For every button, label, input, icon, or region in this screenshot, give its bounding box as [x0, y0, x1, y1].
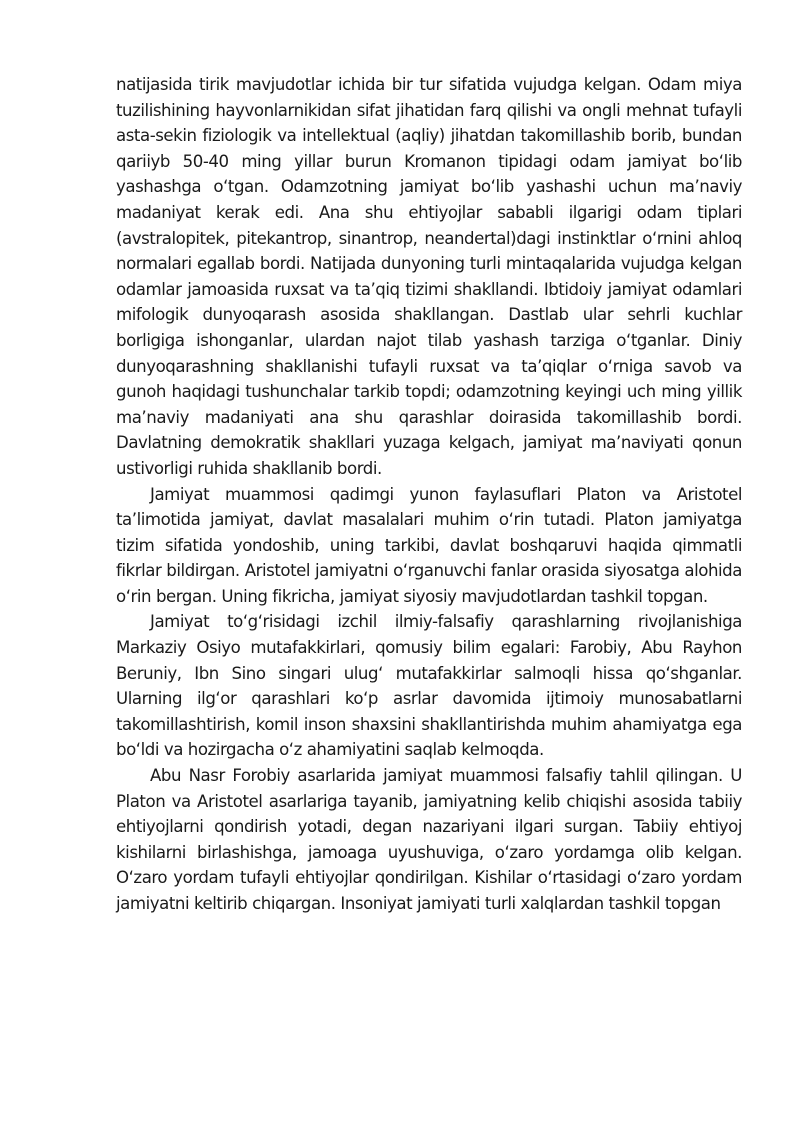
paragraph-1: natijasida tirik mavjudotlar ichida bir tur sifatida vujudga kelgan. Odam miya tuzilishining hayvonlarnikidan sifat jihatidan farq qilishi va ongli mehnat tufayli asta-sekin fiziologik va intellektual (aqliy) jihatdan takomillashib borib, bundan qariiyb 50-40 ming yillar burun Kromanon tipidagi odam jamiyat bo‘lib yashashga o‘tgan. Odamzotning jamiyat bo‘lib yashashi uchun ma’naviy madaniyat kerak edi. Ana shu ehtiyojlar sababli ilgarigi odam tiplari (avstralopitek, pitekantrop, sinantrop, neandertal)dagi instinktlar o‘rnini ahloq normalari egallab bordi. Natijada dunyoning turli mintaqalarida vujudga kelgan odamlar jamoasida ruxsat va ta’qiq tizimi shakllandi. Ibtidoiy jamiyat odamlari mifologik dunyoqarash asosida shakllangan. Dastlab ular sehrli kuchlar borligiga ishonganlar, ulardan najot tilab yashash tarziga o‘tganlar. Diniy dunyoqarashning shakllanishi tufayli ruxsat va ta’qiqlar o‘rniga savob va gunoh haqidagi tushunchalar tarkib topdi; odamzotning keyingi uch ming yillik ma’naviy madaniyati ana shu qarashlar doirasida takomillashib bordi. Davlatning demokratik shakllari yuzaga kelgach, jamiyat ma’naviyati qonun ustivorligi ruhida shakllanib bordi. — [116, 75, 742, 478]
document-page — [116, 72, 742, 917]
paragraph-4: Abu Nasr Forobiy asarlarida jamiyat muammosi falsafiy tahlil qilingan. U Platon va Aristotel asarlariga tayanib, jamiyatning kelib chiqishi asosida tabiiy ehtiyojlarni qondirish yotadi, degan nazariyani ilgari surgan. Tabiiy ehtiyoj kishilarni birlashishga, jamoaga uyushuviga, o‘zaro yordamga olib kelgan. O‘zaro yordam tufayli ehtiyojlar qondirilgan. Kishilar o‘rtasidagi o‘zaro yordam jamiyatni keltirib chiqargan. Insoniyat jamiyati turli xalqlardan tashkil topgan — [116, 766, 742, 913]
paragraph-3: Jamiyat to‘g‘risidagi izchil ilmiy-falsafiy qarashlarning rivojlanishiga Markaziy Osiyo mutafakkirlari, qomusiy bilim egalari: Farobiy, Abu Rayhon Beruniy, Ibn Sino singari ulug‘ mutafakkirlar salmoqli hissa qo‘shganlar. Ularning ilg‘or qarashlari ko‘p asrlar davomida ijtimoiy munosabatlarni takomillashtirish, komil inson shaxsini shakllantirishda muhim ahamiyatga ega bo‘ldi va hozirgacha o‘z ahamiyatini saqlab kelmoqda. — [116, 612, 742, 760]
paragraph-2: Jamiyat muammosi qadimgi yunon faylasuflari Platon va Aristotel ta’limotida jamiyat, davlat masalalari muhim o‘rin tutadi. Platon jamiyatga tizim sifatida yondoshib, uning tarkibi, davlat boshqaruvi haqida qimmatli fikrlar bildirgan. Aristotel jamiyatni o‘rganuvchi fanlar orasida siyosatga alohida o‘rin bergan. Uning fikricha, jamiyat siyosiy mavjudotlardan tashkil topgan. — [116, 484, 742, 606]
